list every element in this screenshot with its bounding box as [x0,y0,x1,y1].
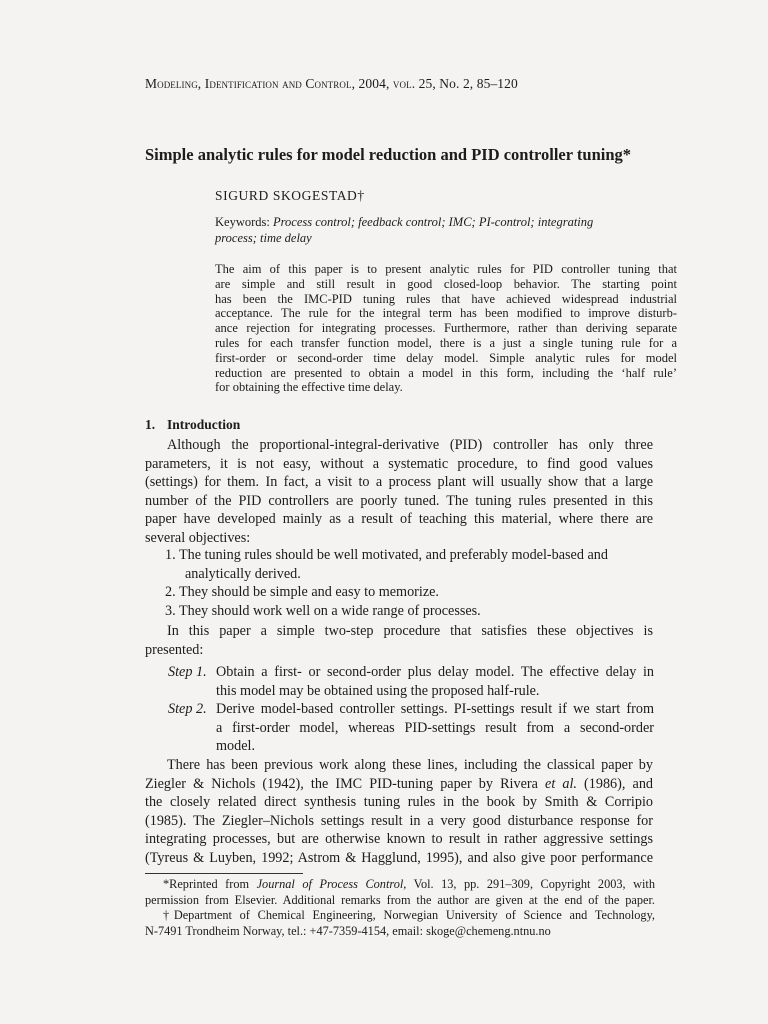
intro-paragraph-3 [145,756,653,868]
footnote-line: permission from Elsevier. Additional remarks from the author are given at the end of the paper. [145,892,655,907]
text-line: (1985). The Ziegler–Nichols settings result in a very good disturbance response for [145,812,653,829]
text-line: rules for each transfer function model, there is a just a single tuning rule for a [215,335,677,350]
objectives-list [165,546,655,620]
text-line: several objectives: [145,529,251,546]
text-line: number of the PID controllers are poorly tuned. The tuning rules presented in this [145,492,653,509]
text-line: (Tyreus & Luyben, 1992; Astrom & Hagglund, 1995), and also give poor performance [145,849,653,866]
procedure-steps [168,663,656,756]
keywords [215,214,665,246]
text-line: Although the proportional-integral-derivative (PID) controller has only three [167,437,653,453]
text-line: integrating processes, but are otherwise known to result in rather aggressive settings [145,831,653,848]
step-item-cont: this model may be obtained using the proposed half-rule. [216,682,540,699]
text-line: acceptance. The rule for the integral term has been modified to improve disturb- [215,306,677,321]
list-item: 2. They should be simple and easy to memorize. [165,584,439,601]
step-item-cont: model. [216,738,256,755]
section-number: 1. [145,417,156,432]
intro-paragraph-2 [145,622,653,659]
text-line: paper have developed mainly as a result of teaching this material, where there are [145,511,653,528]
running-head-issue: 25, No. 2, 85–120 [415,76,518,91]
text-line: for obtaining the effective time delay. [215,380,403,395]
footnotes [145,877,655,939]
step-item-cont: a first-order model, whereas PID-settings result from a second-order [216,719,654,736]
text-line: There has been previous work along these lines, including the classical paper by [167,757,653,773]
text-line: the closely related direct synthesis tuning rules in the book by Smith & Corripio [145,794,653,811]
text-line: (settings) for them. In fact, a visit to a process plant will usually show that a large [145,474,653,491]
text-line: are simple and still result in good closed-loop behavior. The starting point [215,276,677,291]
paper-title: Simple analytic rules for model reduction and PID controller tuning* [145,145,632,164]
text-line: first-order or second-order time delay model. Simple analytic rules for model [215,350,677,365]
keywords-list: Process control; feedback control; IMC; PI-control; integrating [272,215,594,229]
footnote-line: *Reprinted from Journal of Process Control, Vol. 13, pp. 291–309, Copyright 2003, with [163,877,655,891]
footnote-rule [145,873,303,874]
abstract [215,262,677,395]
text-line: The aim of this paper is to present analytic rules for PID controller tuning that [215,262,677,276]
footnote-line: N-7491 Trondheim Norway, tel.: +47-7359-4154, email: skoge@chemeng.ntnu.no [145,923,551,938]
author-name: SIGURD SKOGESTAD† [215,188,365,203]
list-item: 3. They should work well on a wide range of processes. [165,602,481,619]
section-heading [145,417,240,433]
text-line: has been the IMC-PID tuning rules that have achieved widespread industrial [215,291,677,306]
footnote-line: †Department of Chemical Engineering, Norwegian University of Science and Technology, [163,908,655,923]
section-title: Introduction [167,417,241,432]
text-line: In this paper a simple two-step procedure that satisfies these objectives is [167,623,653,639]
text-line: reduction are presented to obtain a model in this form, including the ‘half rule’ [215,365,677,380]
text-line: ance rejection for integrating processes. Furthermore, rather than deriving separate [215,321,677,336]
list-item: 1. The tuning rules should be well motivated, and preferably model-based and [165,547,608,563]
running-head-vol: vol. [392,76,416,91]
list-item-cont: analytically derived. [185,565,301,582]
step-item: Step 1. Obtain a first- or second-order plus delay model. The effective delay in [168,664,654,680]
text-line: Ziegler & Nichols (1942), the IMC PID-tuning paper by Rivera et al. (1986), and [145,775,654,792]
keywords-list-cont: process; time delay [215,231,312,245]
text-line: parameters, it is not easy, without a systematic procedure, to find good values [145,455,653,472]
journal-name: Modeling, Identification and Control [145,76,352,91]
intro-paragraph-1 [145,436,653,548]
running-head [145,76,645,92]
running-head-year: , 2004, [351,76,393,91]
step-label: Step 1. [168,664,207,680]
keywords-label: Keywords: [215,215,273,229]
step-item: Step 2. Derive model-based controller settings. PI-settings result if we start from [168,701,654,718]
step-label: Step 2. [168,701,207,718]
text-line: presented: [145,641,204,658]
